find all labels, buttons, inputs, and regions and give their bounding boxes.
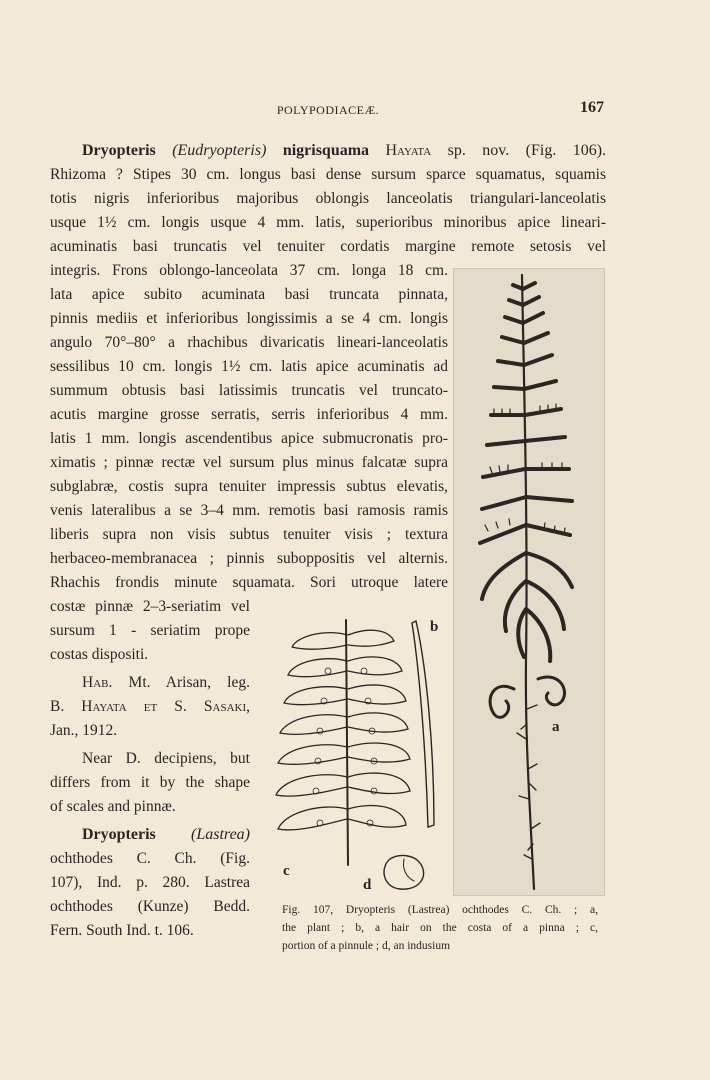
desc-line: pinnis mediis et inferioribus longissimis a se 4 cm. longis [50, 310, 448, 327]
figure-caption-line: portion of a pinnule ; d, an indusium [282, 940, 451, 952]
desc-line: sursum 1 - seriatim prope [50, 622, 250, 639]
desc-line: summum obtusis basi latissimis truncatis vel truncato- [50, 382, 448, 399]
desc-line: Rhachis frondis minute squamata. Sori utroque latere [50, 574, 448, 591]
running-head [50, 99, 606, 121]
page-number: 167 [580, 99, 604, 116]
note-line: differs from it by the shape [50, 774, 250, 791]
subgenus-name: (Eudryopteris) [172, 142, 267, 159]
species2-line: ochthodes (Kunze) Bedd. [50, 898, 250, 915]
genus-name-2: Dryopteris [82, 826, 156, 843]
species-epithet: nigrisquama [282, 142, 370, 159]
figure-caption-line: the plant ; b, a hair on the costa of a pinna ; c, [282, 922, 598, 934]
habitat-line: B. Hayata et S. Sasaki, [50, 698, 250, 715]
desc-line: subglabræ, costis supra tenuiter impressis subtus elevatis, [50, 478, 448, 495]
desc-line: lata apice subito acuminata basi truncata pinnata, [50, 286, 448, 303]
figure-label-a: a [552, 719, 560, 735]
desc-line: integris. Frons oblongo-lanceolata 37 cm. longa 18 cm. [50, 262, 448, 279]
species2-line: Fern. South Ind. t. 106. [50, 922, 194, 939]
species2-line: 107), Ind. p. 280. Lastrea [50, 874, 250, 891]
desc-line: acuminatis basi truncatis vel tenuiter cordatis margine remote setosis vel [50, 238, 606, 255]
species2-line: ochthodes C. Ch. (Fig. [50, 850, 250, 867]
desc-line: costas dispositi. [50, 646, 149, 663]
species-heading [50, 139, 606, 163]
desc-line: venis lateralibus a se 3–4 mm. remotis basi ramosis ramis [50, 502, 448, 519]
desc-line: liberis supra non visis subtus tenuiter visis ; textura [50, 526, 448, 543]
desc-line: Rhizoma ? Stipes 30 cm. longus basi dense sursum sparce squamatus, squamis [50, 166, 606, 183]
desc-line: costæ pinnæ 2–3-seriatim vel [50, 598, 250, 615]
species-author: Hayata [385, 142, 432, 159]
subgenus-name-2: (Lastrea) [191, 826, 250, 843]
desc-line: usque 1½ cm. longis usque 4 mm. latis, superioribus minoribus apice lineari- [50, 214, 606, 231]
desc-line: sessilibus 10 cm. longis 1½ cm. latis apice acuminatis ad [50, 358, 448, 375]
desc-line: acutis margine grosse serratis, serris inferioribus 4 mm. [50, 406, 448, 423]
detail-figures [268, 615, 453, 900]
figure-label-b: b [430, 619, 439, 635]
running-title: POLYPODIACEÆ. [276, 103, 380, 117]
desc-line: latis 1 mm. longis ascendentibus apice submucronatis pro- [50, 430, 448, 447]
hab-label: Hab. [82, 674, 113, 691]
desc-line: totis nigris inferioribus majoribus oblongis lanceolatis triangulari-lanceolatis [50, 190, 606, 207]
species2-heading [50, 823, 250, 847]
figure-label-d: d [363, 877, 372, 893]
genus-name: Dryopteris [82, 142, 156, 159]
habitat-line [50, 671, 250, 695]
figure-caption-line: Fig. 107, Dryopteris (Lastrea) ochthodes C. Ch. ; a, [282, 904, 598, 916]
pinnule-detail-illustration [268, 615, 453, 900]
note-line: of scales and pinnæ. [50, 798, 176, 815]
heading-rest: sp. nov. (Fig. 106). [447, 142, 607, 159]
desc-line: ximatis ; pinnæ rectæ vel sursum plus minus falcatæ supra [50, 454, 448, 471]
desc-line: angulo 70°–80° a rhachibus divaricatis lineari-lanceolatis [50, 334, 448, 351]
hab-text: Mt. Arisan, leg. [128, 674, 250, 691]
figure-label-c: c [283, 863, 290, 879]
habitat-line: Jan., 1912. [50, 722, 118, 739]
fern-frond-illustration [454, 269, 604, 895]
note-line: Near D. decipiens, but [82, 750, 250, 767]
fern-plate-image [453, 268, 605, 896]
desc-line: herbaceo-membranacea ; pinnis subоppositis vel alternis. [50, 550, 448, 567]
